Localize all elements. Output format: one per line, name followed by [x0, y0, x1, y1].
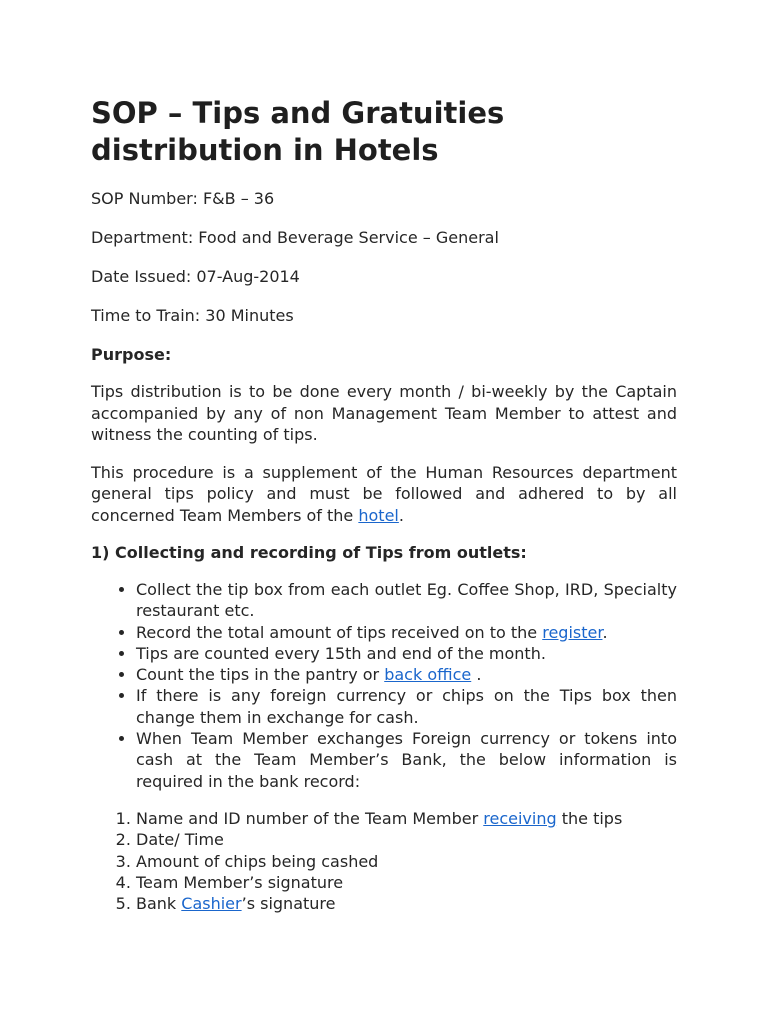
list-item-text: Record the total amount of tips received on to the — [136, 622, 543, 642]
list-item — [136, 664, 677, 685]
purpose-paragraph-2 — [91, 462, 677, 527]
list-item-end: . — [602, 622, 608, 642]
list-item-end: ’s signature — [241, 894, 336, 914]
sop-number: SOP Number: F&B – 36 — [91, 189, 275, 208]
list-item-text: Bank — [136, 894, 182, 914]
list-item-text: Count the tips in the pantry or — [136, 665, 385, 685]
section-1-heading: 1) Collecting and recording of Tips from outlets: — [91, 543, 527, 562]
list-item: • Tips are counted every 15th and end of the month. — [136, 643, 677, 664]
cashier-link[interactable]: Cashier — [181, 894, 242, 914]
list-item-text: Name and ID number of the Team Member — [136, 808, 484, 828]
time-to-train: Time to Train: 30 Minutes — [91, 306, 294, 325]
list-item-end: . — [471, 665, 482, 685]
date-issued: Date Issued: 07-Aug-2014 — [91, 267, 300, 286]
list-item: 2. Date/ Time — [136, 829, 677, 850]
tips-bullet-list — [91, 579, 677, 792]
purpose-paragraph-2-end: . — [398, 505, 404, 525]
list-item: • Collect the tip box from each outlet Eg. Coffee Shop, IRD, Specialty restaurant etc. — [136, 579, 677, 622]
list-item: 3. Amount of chips being cashed — [136, 851, 677, 872]
document-page — [91, 95, 677, 914]
list-item — [136, 893, 677, 914]
receiving-link[interactable]: receiving — [483, 808, 557, 828]
purpose-heading: Purpose: — [91, 345, 172, 364]
list-item — [136, 622, 677, 643]
list-item: 4. Team Member’s signature — [136, 872, 677, 893]
page-title: SOP – Tips and Gratuities distribution in Hotels — [91, 96, 505, 167]
hotel-link[interactable]: hotel — [358, 505, 399, 525]
purpose-paragraph-1: Tips distribution is to be done every month / bi-weekly by the Captain accompanied by any of non Management Team Member to attest and witness the counting of tips. — [91, 382, 677, 444]
register-link[interactable]: register — [542, 622, 603, 642]
list-item: • If there is any foreign currency or chips on the Tips box then change them in exchange for cash. — [136, 685, 677, 728]
list-item — [136, 808, 677, 829]
list-item: • When Team Member exchanges Foreign currency or tokens into cash at the Team Member’s Bank, the below information is required in the bank record: — [136, 728, 677, 792]
purpose-paragraph-2-text: This procedure is a supplement of the Human Resources department general tips policy and must be followed and adhered to by all concerned Team Members of the — [91, 462, 677, 525]
list-item-end: the tips — [556, 808, 623, 828]
bank-record-list — [91, 808, 677, 914]
back-office-link[interactable]: back office — [384, 665, 472, 685]
department: Department: Food and Beverage Service – General — [91, 228, 499, 247]
